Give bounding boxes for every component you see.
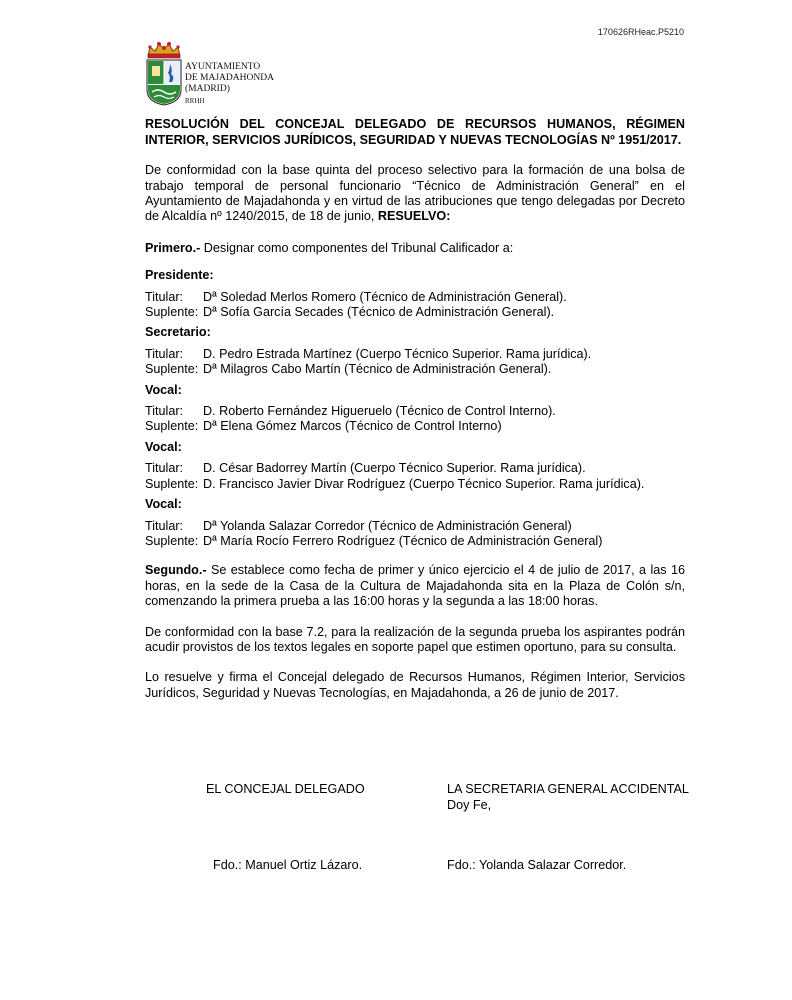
titular-label: Titular: bbox=[145, 518, 184, 533]
suplente-label: Suplente: bbox=[145, 476, 199, 491]
org-line: AYUNTAMIENTO bbox=[185, 62, 261, 72]
signature-right-title: LA SECRETARIA GENERAL ACCIDENTAL bbox=[447, 782, 689, 796]
tribunal-role: Vocal: bbox=[145, 382, 182, 397]
suplente-row bbox=[145, 305, 685, 320]
base-paragraph: De conformidad con la base 7.2, para la realización de la segunda prueba los aspirantes podrán acudir provistos de los textos legales en soporte papel que estimen oportuno, para su consulta. bbox=[145, 624, 685, 654]
suplente-row bbox=[145, 419, 685, 434]
tribunal-member-group bbox=[145, 497, 685, 549]
suplente-row bbox=[145, 534, 685, 549]
org-department: RRHH bbox=[185, 97, 205, 105]
suplente-label: Suplente: bbox=[145, 419, 199, 434]
titular-row bbox=[145, 404, 685, 419]
titular-label: Titular: bbox=[145, 404, 184, 419]
titular-name: D. César Badorrey Martín (Cuerpo Técnico Superior. Rama jurídica). bbox=[203, 461, 586, 476]
tribunal-member-group bbox=[145, 383, 685, 435]
suplente-name: Dª Elena Gómez Marcos (Técnico de Control Interno) bbox=[203, 419, 502, 434]
suplente-label: Suplente: bbox=[145, 362, 199, 377]
titular-label: Titular: bbox=[145, 461, 184, 476]
suplente-name: D. Francisco Javier Divar Rodríguez (Cuerpo Técnico Superior. Rama jurídica). bbox=[203, 476, 645, 491]
tribunal-role: Presidente: bbox=[145, 268, 214, 283]
titular-name: D. Roberto Fernández Higueruelo (Técnico de Control Interno). bbox=[203, 404, 556, 419]
segundo-paragraph bbox=[145, 563, 685, 609]
suplente-row bbox=[145, 362, 685, 377]
titular-row bbox=[145, 290, 685, 305]
segundo-label: Segundo.- bbox=[145, 563, 207, 578]
firma-paragraph: Lo resuelve y firma el Concejal delegado de Recursos Humanos, Régimen Interior, Servicios Jurídicos, Seguridad y Nuevas Tecnologías, en Majadahonda, a 26 de junio de 2017. bbox=[145, 670, 685, 700]
suplente-row bbox=[145, 477, 685, 492]
titular-row bbox=[145, 461, 685, 476]
titular-name: D. Pedro Estrada Martínez (Cuerpo Técnico Superior. Rama jurídica). bbox=[203, 346, 592, 361]
tribunal-role: Secretario: bbox=[145, 325, 211, 340]
titular-name: Dª Soledad Merlos Romero (Técnico de Administración General). bbox=[203, 289, 567, 304]
organization-block bbox=[185, 62, 274, 107]
titular-name: Dª Yolanda Salazar Corredor (Técnico de Administración General) bbox=[203, 518, 572, 533]
titular-label: Titular: bbox=[145, 289, 184, 304]
segundo-text: Se establece como fecha de primer y único ejercicio el 4 de julio de 2017, a las 16 horas, en la sede de la Casa de la Cultura de Majadahonda sita en la Plaza de Colón s/n, comenzando la primera prueba a las 16:00 horas y la segunda a las 18:00 horas. bbox=[145, 563, 685, 609]
titular-row bbox=[145, 347, 685, 362]
signature-left-title: EL CONCEJAL DELEGADO bbox=[206, 782, 365, 796]
intro-paragraph bbox=[145, 163, 685, 225]
resolution-title: RESOLUCIÓN DEL CONCEJAL DELEGADO DE RECURSOS HUMANOS, RÉGIMEN INTERIOR, SERVICIOS JURÍDICOS, SEGURIDAD Y NUEVAS TECNOLOGÍAS Nº 1951/2017. bbox=[145, 117, 685, 147]
org-line: (MADRID) bbox=[185, 84, 230, 95]
resuelvo-label: RESUELVO: bbox=[377, 209, 451, 224]
suplente-label: Suplente: bbox=[145, 533, 199, 548]
titular-row bbox=[145, 519, 685, 534]
tribunal-role: Vocal: bbox=[145, 439, 182, 454]
document-reference: 170626RHeac.P5210 bbox=[597, 27, 684, 37]
signature-right-name: Fdo.: Yolanda Salazar Corredor. bbox=[447, 858, 627, 872]
primero-paragraph bbox=[145, 241, 685, 256]
tribunal-role: Vocal: bbox=[145, 497, 182, 512]
tribunal-member-group bbox=[145, 268, 685, 320]
suplente-label: Suplente: bbox=[145, 305, 199, 320]
tribunal-member-group bbox=[145, 325, 685, 377]
document-body bbox=[145, 117, 685, 701]
signature-left-name: Fdo.: Manuel Ortiz Lázaro. bbox=[213, 858, 363, 872]
tribunal-member-group bbox=[145, 440, 685, 492]
suplente-name: Dª María Rocío Ferrero Rodríguez (Técnico de Administración General) bbox=[203, 533, 603, 548]
suplente-name: Dª Sofía García Secades (Técnico de Administración General). bbox=[203, 305, 555, 320]
intro-text: De conformidad con la base quinta del proceso selectivo para la formación de una bolsa de trabajo temporal de personal funcionario “Técnico de Administración General” en el Ayuntamiento de Majadahonda y en virtud de las atribuciones que tengo delegadas por Decreto de Alcaldía nº 1240/2015, de 18 de junio, bbox=[145, 163, 685, 224]
org-line: DE MAJADAHONDA bbox=[185, 73, 274, 84]
signature-right-subtitle: Doy Fe, bbox=[447, 798, 492, 812]
primero-label: Primero.- bbox=[145, 240, 201, 255]
suplente-name: Dª Milagros Cabo Martín (Técnico de Administración General). bbox=[203, 362, 552, 377]
primero-text: Designar como componentes del Tribunal Calificador a: bbox=[200, 240, 514, 255]
municipal-crest-logo bbox=[144, 40, 184, 106]
titular-label: Titular: bbox=[145, 346, 184, 361]
